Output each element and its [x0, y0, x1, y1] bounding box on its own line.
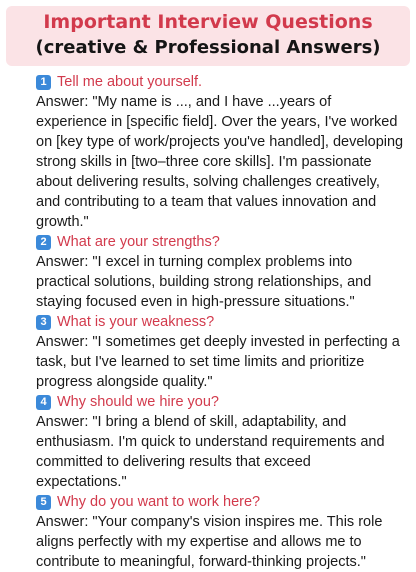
title-line-1: Important Interview Questions: [43, 11, 373, 33]
qa-item-1: [36, 72, 406, 232]
number-badge-icon: 5: [36, 495, 51, 510]
question-text: What are your strengths?: [57, 234, 220, 250]
qa-item-5: [36, 492, 406, 572]
question-1: [36, 72, 406, 92]
question-text: Why should we hire you?: [57, 394, 219, 410]
qa-list: [36, 72, 406, 572]
number-badge-icon: 2: [36, 235, 51, 250]
answer-4: Answer: "I bring a blend of skill, adaptability, and enthusiasm. I'm quick to understand requirements and committed to delivering results that exceed expectations.": [36, 414, 385, 490]
question-text: Why do you want to work here?: [57, 494, 261, 510]
question-2: [36, 232, 406, 252]
question-4: [36, 392, 406, 412]
question-5: [36, 492, 406, 512]
number-badge-icon: 1: [36, 75, 51, 90]
question-text: Tell me about yourself.: [57, 74, 203, 90]
answer-2: Answer: "I excel in turning complex problems into practical solutions, building strong relationships, and staying focused even in high-pressure situations.": [36, 254, 372, 310]
number-badge-icon: 3: [36, 315, 51, 330]
question-text: What is your weakness?: [57, 314, 215, 330]
qa-item-3: [36, 312, 406, 392]
qa-item-4: [36, 392, 406, 492]
title-line-2: (creative & Professional Answers): [35, 37, 381, 58]
number-badge-icon: 4: [36, 395, 51, 410]
title-banner: [6, 6, 410, 66]
answer-3: Answer: "I sometimes get deeply invested in perfecting a task, but I've learned to set time limits and prioritize progress alongside quality.": [36, 334, 400, 390]
answer-1: Answer: "My name is ..., and I have ...years of experience in [specific field]. Over the years, I've worked on [key type of work/projects you've handled], developing strong skills in [two–three core skills]. I'm passionate about delivering results, solving challenges creatively, and contributing to a team that values innovation and growth.": [36, 94, 404, 230]
qa-item-2: [36, 232, 406, 312]
answer-5: Answer: "Your company's vision inspires me. This role aligns perfectly with my expertise and allows me to contribute to meaningful, forward-thinking projects.": [36, 514, 383, 570]
question-3: [36, 312, 406, 332]
